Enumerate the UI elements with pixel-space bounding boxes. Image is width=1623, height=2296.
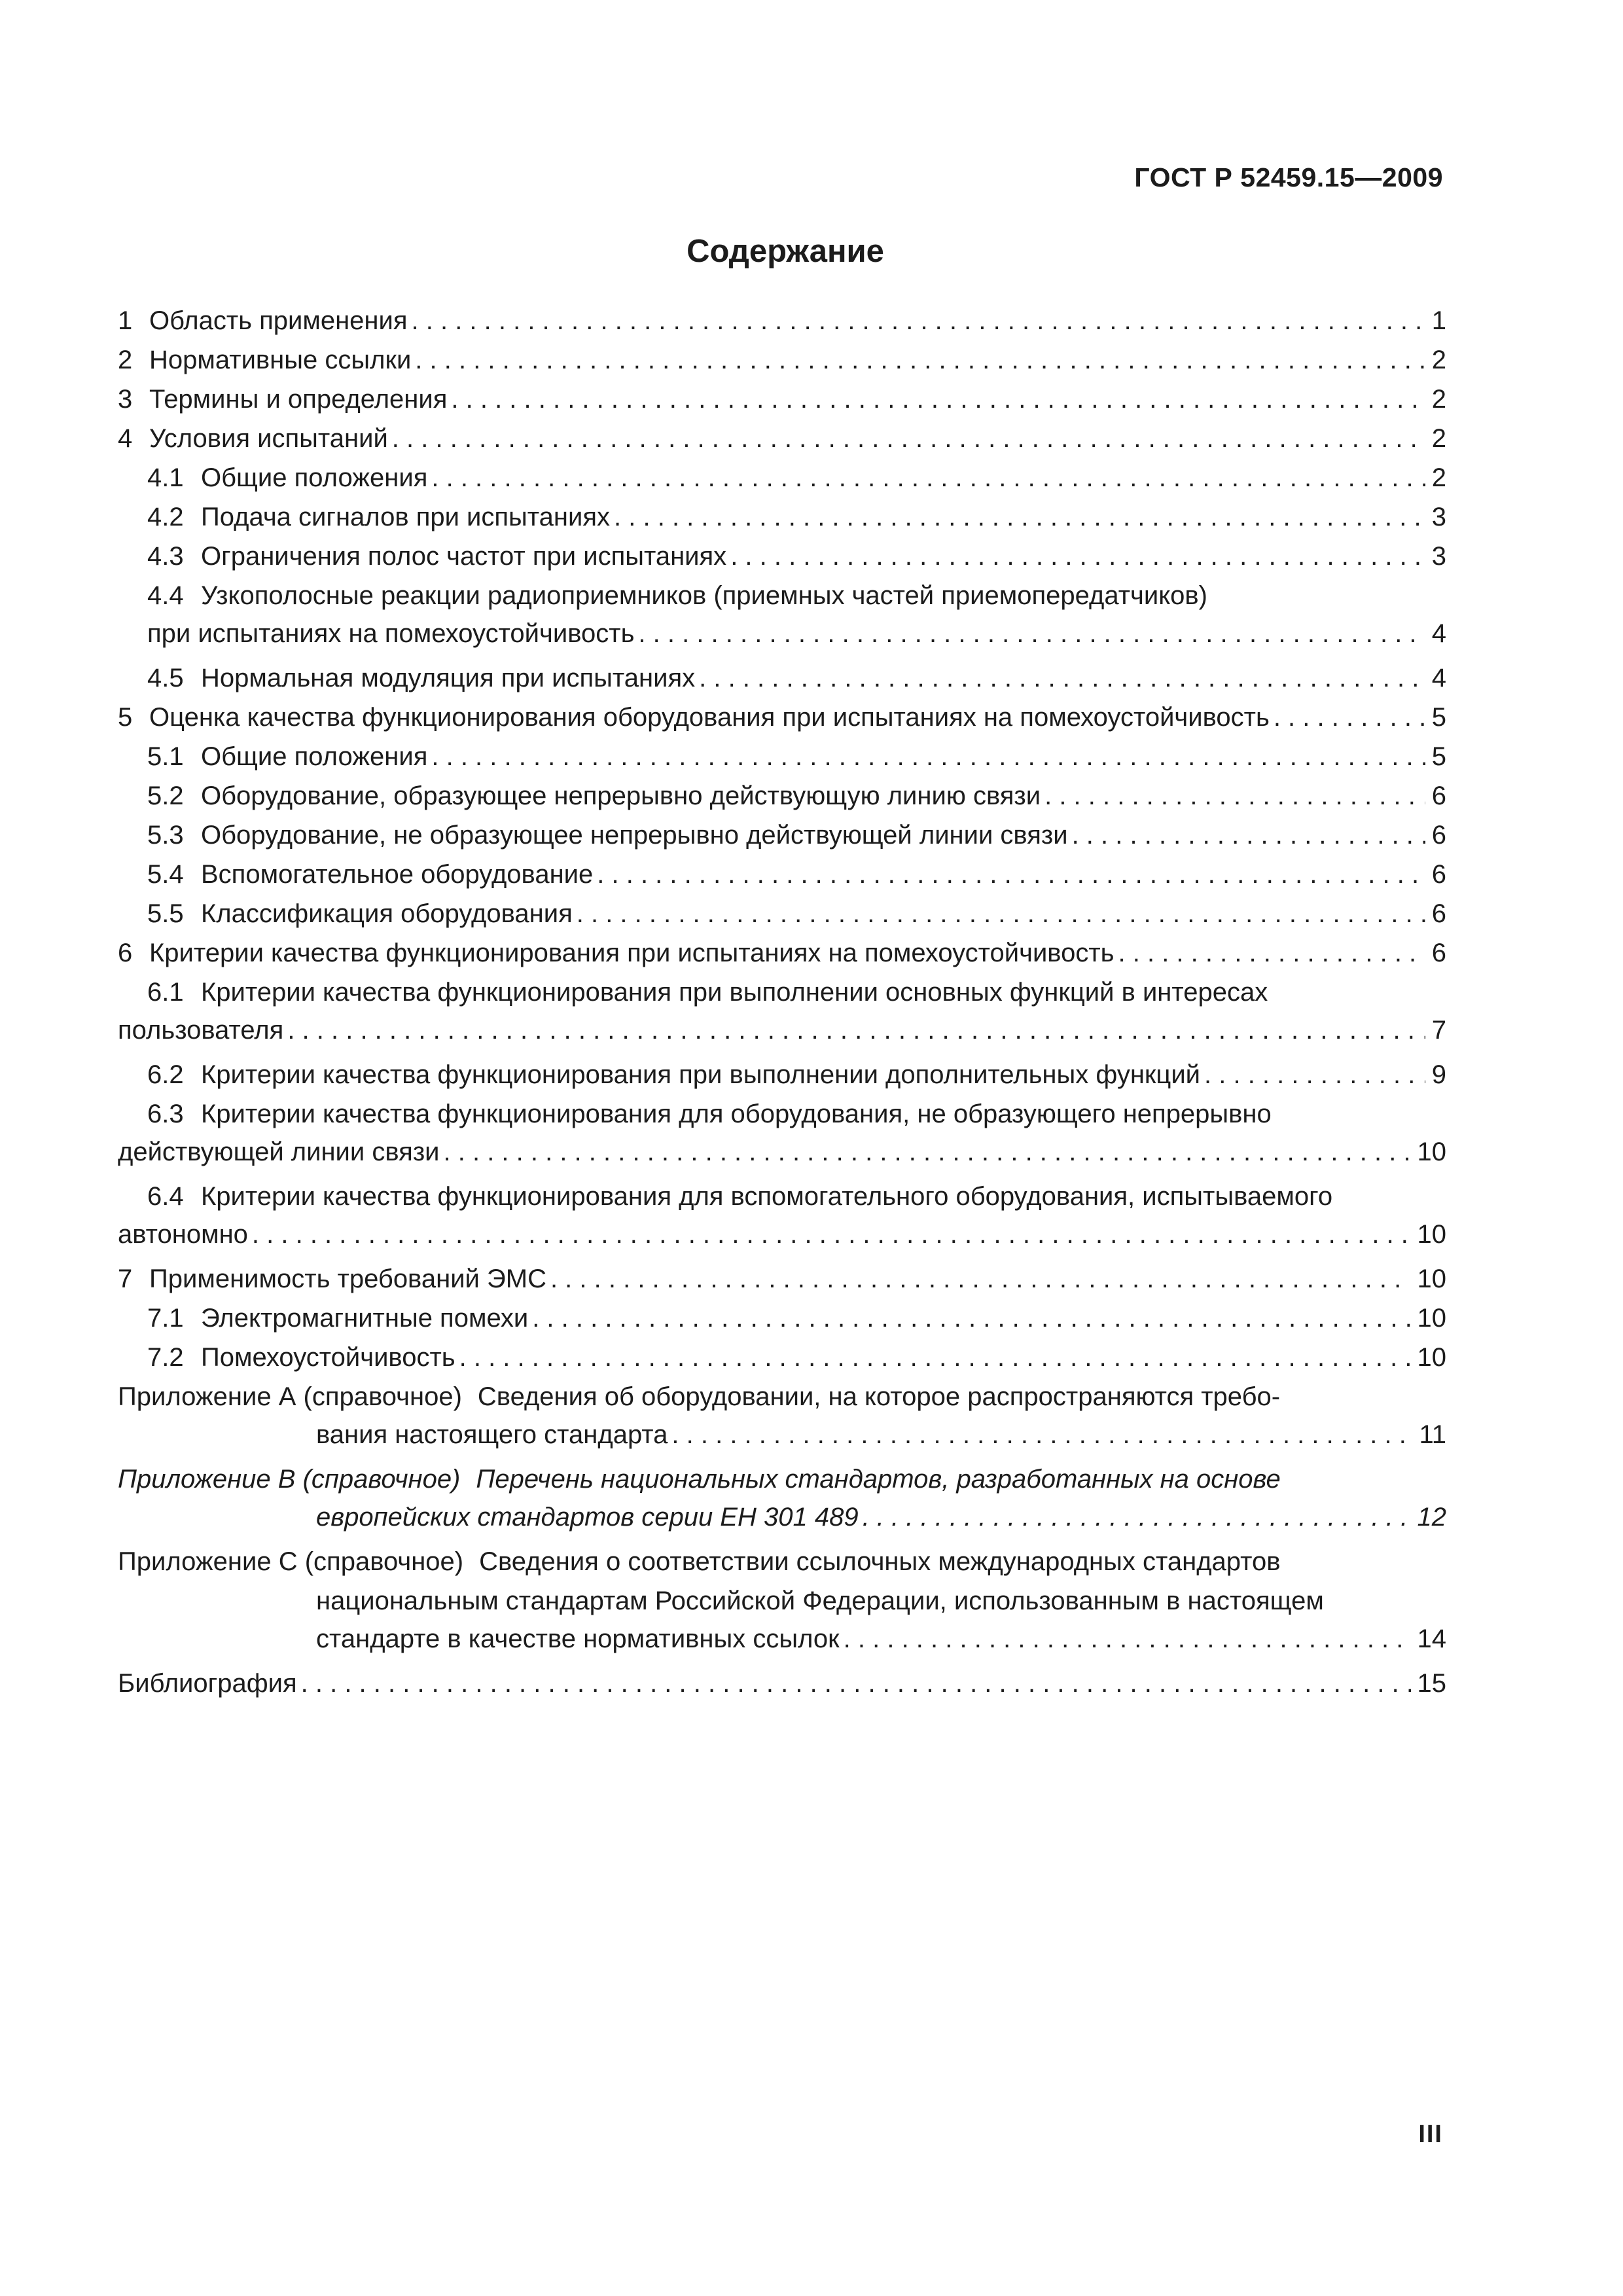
dot-leader [699, 658, 1425, 698]
appendix-label: Приложение А (справочное) [118, 1382, 462, 1411]
toc-title: Критерии качества функционирования для вспомогательного оборудования, испытываемого [201, 1182, 1333, 1211]
toc-entry-5-3[interactable] [118, 816, 1446, 855]
dot-leader [614, 497, 1425, 537]
toc-number: 5.4 [147, 860, 184, 889]
toc-entry-bibliography[interactable] [118, 1664, 1446, 1703]
dot-leader [287, 1012, 1425, 1049]
toc-number: 5.2 [147, 781, 184, 810]
toc-title: Применимость требований ЭМС [149, 1265, 546, 1293]
toc-page: 11 [1419, 1420, 1446, 1449]
toc-entry-5-1[interactable] [118, 737, 1446, 776]
toc-page: 2 [1431, 385, 1446, 414]
dot-leader [1204, 1055, 1425, 1094]
toc-title: Вспомогательное оборудование [201, 860, 594, 889]
toc-page: 9 [1431, 1060, 1446, 1089]
toc-entry-4-3[interactable] [118, 537, 1446, 576]
toc-title: Оборудование, не образующее непрерывно действующей линии связи [201, 821, 1068, 850]
toc-page: 12 [1417, 1503, 1446, 1532]
toc-title: Область применения [149, 306, 408, 335]
toc-number: 6.2 [147, 1060, 184, 1089]
toc-title: Нормативные ссылки [149, 346, 412, 374]
toc-page: 7 [1431, 1016, 1446, 1045]
document-code: ГОСТ Р 52459.15—2009 [1134, 162, 1443, 192]
dot-leader [451, 380, 1425, 419]
toc-entry-appendix-b[interactable] [118, 1460, 1446, 1542]
toc-title: Нормальная модуляция при испытаниях [201, 664, 696, 692]
toc-title: Узкополосные реакции радиоприемников (приемных частей приемопередатчиков) [201, 581, 1207, 610]
toc-title-continuation: пользователя [118, 1016, 284, 1045]
toc-title: Сведения о соответствии ссылочных международных стандартов [479, 1547, 1281, 1576]
toc-number: 4.1 [147, 463, 184, 492]
toc-title: Критерии качества функционирования при выполнении дополнительных функций [201, 1060, 1201, 1089]
toc-title-continuation: автономно [118, 1220, 248, 1249]
toc-title: Критерии качества функционирования при выполнении основных функций в интересах [201, 978, 1268, 1007]
toc-number: 4.5 [147, 664, 184, 692]
toc-entry-7[interactable] [118, 1259, 1446, 1299]
toc-entry-7-2[interactable] [118, 1338, 1446, 1377]
toc-page: 6 [1431, 899, 1446, 928]
toc-title: Библиография [118, 1669, 297, 1698]
dot-leader [412, 301, 1425, 340]
toc-title: Помехоустойчивость [201, 1343, 455, 1372]
toc-title: Подача сигналов при испытаниях [201, 503, 611, 531]
page-title: Содержание [687, 234, 884, 269]
toc-title: Общие положения [201, 742, 428, 771]
toc-entry-6[interactable] [118, 933, 1446, 973]
toc-page: 2 [1431, 463, 1446, 492]
dot-leader [577, 894, 1425, 933]
toc-entry-5-4[interactable] [118, 855, 1446, 894]
table-of-contents [118, 301, 1446, 1703]
toc-title: Общие положения [201, 463, 428, 492]
toc-number: 5 [118, 703, 133, 732]
dot-leader [431, 458, 1425, 497]
toc-title: Оценка качества функционирования оборудования при испытаниях на помехоустойчивость [149, 703, 1270, 732]
toc-title: Электромагнитные помехи [201, 1304, 529, 1333]
dot-leader [844, 1621, 1411, 1657]
dot-leader [252, 1216, 1411, 1253]
toc-entry-6-3[interactable] [118, 1094, 1446, 1177]
toc-page: 14 [1417, 1624, 1446, 1653]
toc-number: 3 [118, 385, 133, 414]
appendix-label: Приложение С (справочное) [118, 1547, 464, 1576]
toc-title-continuation: стандарте в качестве нормативных ссылок [316, 1624, 840, 1653]
toc-number: 4.2 [147, 503, 184, 531]
toc-page: 3 [1431, 542, 1446, 571]
dot-leader [415, 340, 1425, 380]
toc-number: 6.1 [147, 978, 184, 1007]
toc-number: 5.3 [147, 821, 184, 850]
toc-page: 10 [1417, 1138, 1446, 1166]
toc-entry-7-1[interactable] [118, 1299, 1446, 1338]
toc-number: 4 [118, 424, 133, 453]
toc-page: 4 [1431, 619, 1446, 648]
toc-entry-5-5[interactable] [118, 894, 1446, 933]
toc-entry-4-2[interactable] [118, 497, 1446, 537]
toc-number: 7.2 [147, 1343, 184, 1372]
toc-entry-5[interactable] [118, 698, 1446, 737]
dot-leader [1274, 698, 1425, 737]
toc-page: 6 [1431, 781, 1446, 810]
toc-title-continuation: национальным стандартам Российской Федерации, использованным в настоящем [316, 1587, 1324, 1615]
toc-title: Сведения об оборудовании, на которое распространяются требо- [477, 1382, 1281, 1411]
toc-title-continuation: при испытаниях на помехоустойчивость [147, 619, 635, 648]
toc-title: Перечень национальных стандартов, разработанных на основе [476, 1465, 1281, 1494]
toc-page: 1 [1431, 306, 1446, 335]
toc-page: 4 [1431, 664, 1446, 692]
dot-leader [863, 1499, 1411, 1535]
dot-leader [301, 1664, 1411, 1703]
toc-number: 4.4 [147, 581, 184, 610]
toc-page: 2 [1431, 424, 1446, 453]
toc-entry-6-1[interactable] [118, 973, 1446, 1055]
toc-number: 4.3 [147, 542, 184, 571]
toc-number: 1 [118, 306, 133, 335]
toc-entry-4-1[interactable] [118, 458, 1446, 497]
toc-number: 5.1 [147, 742, 184, 771]
toc-title: Критерии качества функционирования для оборудования, не образующего непрерывно [201, 1100, 1272, 1128]
dot-leader [1044, 776, 1425, 816]
toc-entry-appendix-a[interactable] [118, 1377, 1446, 1460]
toc-entry-4[interactable] [118, 419, 1446, 458]
dot-leader [597, 855, 1425, 894]
toc-page: 10 [1417, 1343, 1446, 1372]
toc-number: 6.3 [147, 1100, 184, 1128]
toc-title-continuation: европейских стандартов серии ЕН 301 489 [316, 1503, 859, 1532]
toc-number: 2 [118, 346, 133, 374]
dot-leader [550, 1259, 1411, 1299]
toc-page: 15 [1417, 1669, 1446, 1698]
appendix-label: Приложение В (справочное) [118, 1465, 461, 1494]
dot-leader [1072, 816, 1425, 855]
toc-title-continuation: вания настоящего стандарта [316, 1420, 668, 1449]
toc-page: 10 [1417, 1265, 1446, 1293]
toc-title: Ограничения полос частот при испытаниях [201, 542, 727, 571]
dot-leader [444, 1134, 1411, 1170]
toc-entry-5-2[interactable] [118, 776, 1446, 816]
toc-page: 2 [1431, 346, 1446, 374]
toc-number: 7 [118, 1265, 133, 1293]
toc-page: 5 [1431, 742, 1446, 771]
toc-number: 6.4 [147, 1182, 184, 1211]
toc-entry-appendix-c[interactable] [118, 1542, 1446, 1664]
toc-entry-4-4[interactable] [118, 576, 1446, 658]
toc-number: 5.5 [147, 899, 184, 928]
page-number: III [1418, 2121, 1443, 2148]
toc-entry-2[interactable] [118, 340, 1446, 380]
toc-entry-1[interactable] [118, 301, 1446, 340]
toc-number: 6 [118, 939, 133, 967]
toc-entry-6-2[interactable] [118, 1055, 1446, 1094]
toc-number: 7.1 [147, 1304, 184, 1333]
toc-entry-6-4[interactable] [118, 1177, 1446, 1259]
toc-page: 10 [1417, 1220, 1446, 1249]
toc-entry-4-5[interactable] [118, 658, 1446, 698]
toc-page: 6 [1431, 860, 1446, 889]
dot-leader [730, 537, 1425, 576]
dot-leader [459, 1338, 1411, 1377]
toc-page: 5 [1431, 703, 1446, 732]
toc-title-continuation: действующей линии связи [118, 1138, 440, 1166]
toc-page: 10 [1417, 1304, 1446, 1333]
dot-leader [671, 1416, 1412, 1453]
dot-leader [1118, 933, 1425, 973]
dot-leader [431, 737, 1425, 776]
toc-title: Условия испытаний [149, 424, 388, 453]
toc-title: Классификация оборудования [201, 899, 573, 928]
toc-page: 6 [1431, 821, 1446, 850]
dot-leader [638, 615, 1425, 652]
toc-entry-3[interactable] [118, 380, 1446, 419]
toc-page: 3 [1431, 503, 1446, 531]
toc-title: Критерии качества функционирования при испытаниях на помехоустойчивость [149, 939, 1115, 967]
toc-page: 6 [1431, 939, 1446, 967]
dot-leader [532, 1299, 1410, 1338]
toc-title: Термины и определения [149, 385, 448, 414]
dot-leader [392, 419, 1425, 458]
toc-title: Оборудование, образующее непрерывно действующую линию связи [201, 781, 1041, 810]
